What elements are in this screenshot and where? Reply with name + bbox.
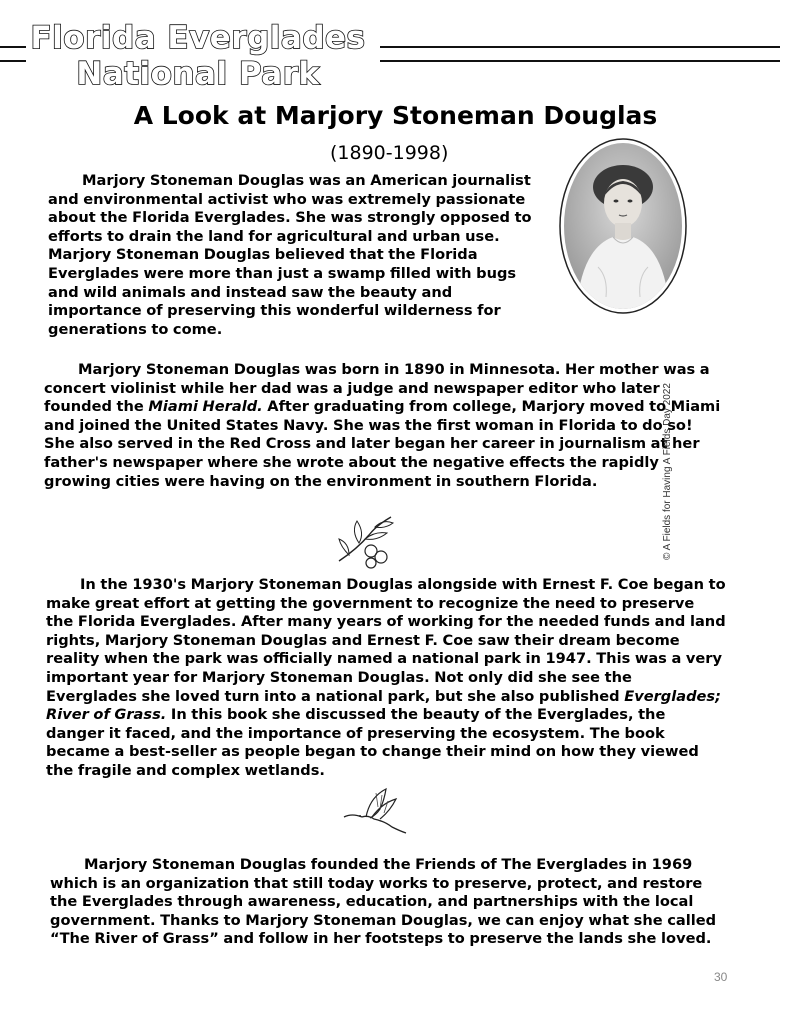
header-title-line-2: National Park — [76, 56, 320, 92]
paragraph-3-italic: Everglades; River of Grass. — [46, 687, 721, 724]
header-rule-right-bottom — [380, 60, 780, 62]
portrait-image — [558, 137, 688, 315]
paragraph-3-text-a: In the 1930's Marjory Stoneman Douglas alongside with Ernest F. Coe began to make great effort at getting the government to recognize the need to preserve the Florida Everglades. After many years of working for the needed funds and land rights, Marjory Stoneman Douglas and Ernest F. Coe saw their dream become reality when the park was officially named a national park in 1947. This was a very important year for Marjory Stoneman Douglas. Not only did she see the Everglades she loved turn into a national park, but she also published — [46, 576, 726, 705]
heron-icon — [340, 787, 408, 835]
copyright-notice: © A Fields for Having A Fields Day 2022 — [662, 383, 673, 560]
paragraph-3 — [46, 576, 726, 781]
orange-branch-icon — [335, 513, 397, 569]
paragraph-4: Marjory Stoneman Douglas founded the Friends of The Everglades in 1969 which is an organization that still today works to preserve, protect, and restore the Everglades through awareness, education, and partnerships with the local government. Thanks to Marjory Stoneman Douglas, we can enjoy what she called “The River of Grass” and follow in her footsteps to preserve the lands she loved. — [50, 856, 717, 948]
header-title-line-1: Florida Everglades — [30, 20, 366, 56]
paragraph-2 — [44, 361, 724, 491]
header-title — [28, 20, 368, 92]
paragraph-2-italic: Miami Herald. — [148, 398, 263, 416]
article-title: A Look at Marjory Stoneman Douglas — [133, 101, 658, 130]
paragraph-1: Marjory Stoneman Douglas was an American journalist and environmental activist who was extremely passionate about the Florida Everglades. She was strongly opposed to efforts to drain the land for agricultural and urban use. Marjory Stoneman Douglas believed that the Florida Everglades were more than just a swamp filled with bugs and wild animals and instead saw the beauty and importance of preserving this wonderful wilderness for generations to come. — [48, 172, 532, 338]
header-rule-left-top — [0, 46, 26, 48]
header-rule-left-bottom — [0, 60, 26, 62]
life-dates: (1890-1998) — [330, 142, 449, 164]
paragraph-2-text-b: After graduating from college, Marjory moved to Miami and joined the United States Navy. She was the first woman in Florida to do so! She also served in the Red Cross and later began her career in journalism at her father's newspaper where she wrote about the negative effects the rapidly growing cities were having on the environment in southern Florida. — [44, 398, 721, 490]
header-rule-right-top — [380, 46, 780, 48]
paragraph-3-text-b: In this book she discussed the beauty of the Everglades, the danger it faced, and the importance of preserving the ecosystem. The book became a best-seller as people began to change their mind on how they viewed the fragile and complex wetlands. — [46, 706, 699, 779]
page-number: 30 — [714, 970, 728, 984]
paragraph-2-text-a: Marjory Stoneman Douglas was born in 1890 in Minnesota. Her mother was a concert violinist while her dad was a judge and newspaper editor who later founded the — [44, 361, 710, 416]
